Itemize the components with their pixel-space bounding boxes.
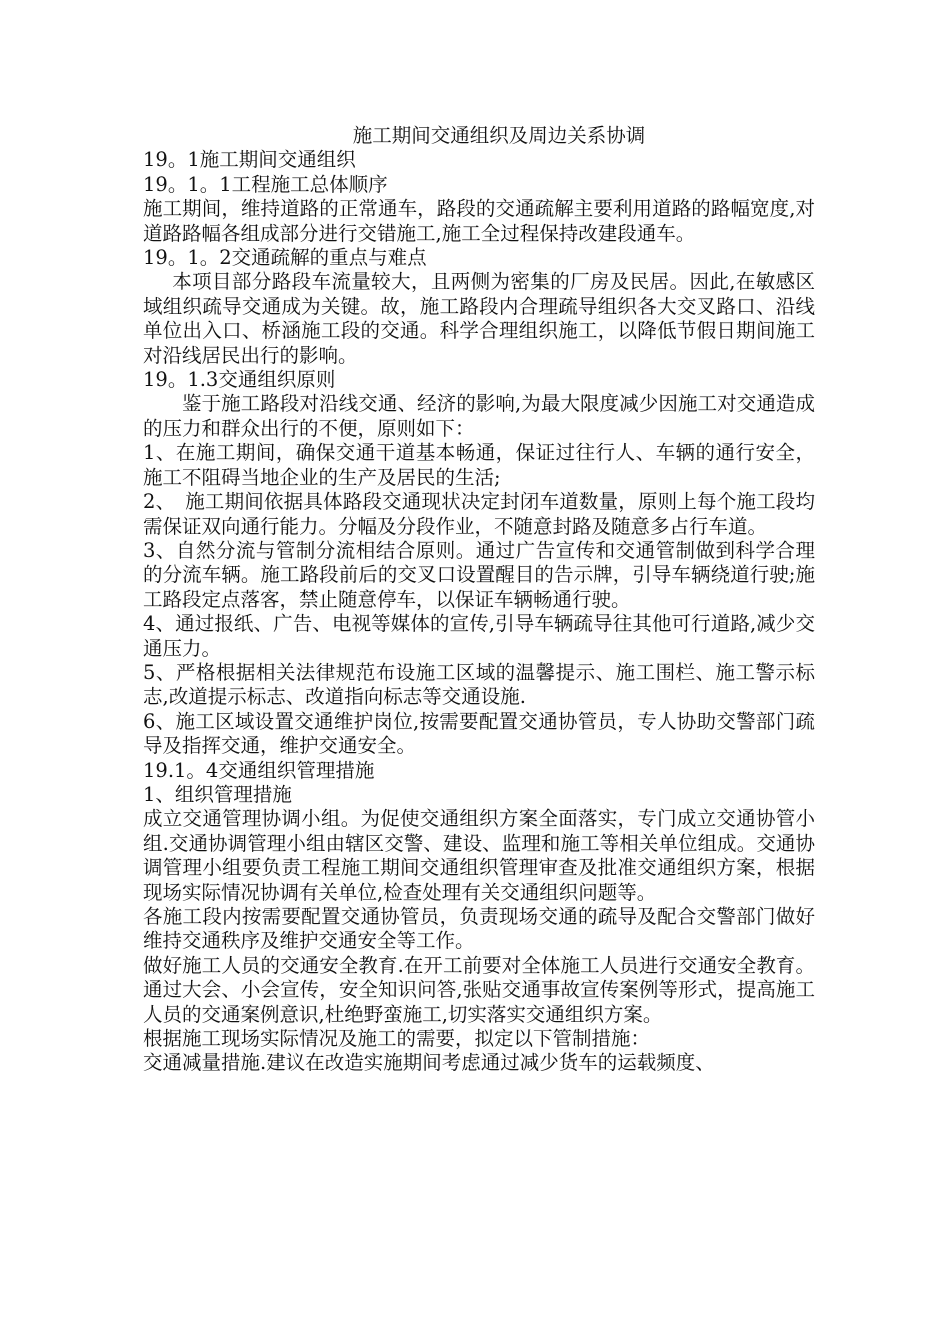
paragraph: 成立交通管理协调小组。为促使交通组织方案全面落实，专门成立交通协管小组.交通协调管理小组由辖区交警、建设、监理和施工等相关单位组成。交通协调管理小组要负责工程施工期间交通组织管理审查及批准交通组织方案，根据现场实际情况协调有关单位,检查处理有关交通组织问题等。 (143, 807, 815, 904)
paragraph: 19。1.3交通组织原则 (143, 368, 336, 392)
paragraph: 19。1。1工程施工总体顺序 (143, 172, 388, 196)
paragraph: 19。1施工期间交通组织 (143, 148, 356, 172)
document-title: 施工期间交通组织及周边关系协调 (352, 124, 646, 147)
paragraph: 施工期间，维持道路的正常通车，路段的交通疏解主要利用道路的路幅宽度,对道路路幅各组成部分进行交错施工,施工全过程保持改建段通车。 (143, 197, 815, 245)
document-page (143, 124, 815, 1076)
paragraph: 做好施工人员的交通安全教育.在开工前要对全体施工人员进行交通安全教育。通过大会、小会宣传，安全知识问答,张贴交通事故宣传案例等形式，提高施工人员的交通案例意识,杜绝野蛮施工,切实落实交通组织方案。 (143, 953, 815, 1026)
paragraph: 5、严格根据相关法律规范布设施工区域的温馨提示、施工围栏、施工警示标志,改道提示标志、改道指向标志等交通设施. (143, 660, 815, 709)
document-body (143, 148, 815, 1075)
paragraph: 4、通过报纸、广告、电视等媒体的宣传,引导车辆疏导往其他可行道路,减少交通压力。 (143, 612, 815, 660)
paragraph: 本项目部分路段车流量较大，且两侧为密集的厂房及民居。因此,在敏感区域组织疏导交通成为关键。故，施工路段内合理疏导组织各大交叉路口、沿线单位出入口、桥涵施工段的交通。科学合理组织施工，以降低节假日期间施工对沿线居民出行的影响。 (143, 270, 815, 367)
paragraph: 3、自然分流与管制分流相结合原则。通过广告宣传和交通管制做到科学合理的分流车辆。施工路段前后的交叉口设置醒目的告示牌，引导车辆绕道行驶;施工路段定点落客，禁止随意停车，以保证车辆畅通行驶。 (143, 538, 815, 611)
paragraph: 1、组织管理措施 (143, 782, 292, 806)
paragraph: 鉴于施工路段对沿线交通、经济的影响,为最大限度减少因施工对交通造成的压力和群众出行的不便，原则如下： (143, 392, 815, 440)
paragraph: 交通减量措施.建议在改造实施期间考虑通过减少货车的运载频度、 (143, 1051, 715, 1075)
paragraph: 6、施工区域设置交通维护岗位,按需要配置交通协管员，专人协助交警部门疏导及指挥交通，维护交通安全。 (143, 709, 815, 758)
paragraph: 19.1。4交通组织管理措施 (143, 758, 375, 782)
paragraph: 19。1。2交通疏解的重点与难点 (143, 246, 427, 270)
paragraph: 各施工段内按需要配置交通协管员，负责现场交通的疏导及配合交警部门做好维持交通秩序及维护交通安全等工作。 (143, 905, 815, 953)
paragraph: 1、在施工期间，确保交通干道基本畅通，保证过往行人、车辆的通行安全，施工不阻碍当地企业的生产及居民的生活; (143, 441, 815, 489)
paragraph: 根据施工现场实际情况及施工的需要，拟定以下管制措施： (143, 1027, 651, 1051)
paragraph: 2、 施工期间依据具体路段交通现状决定封闭车道数量，原则上每个施工段均需保证双向通行能力。分幅及分段作业，不随意封路及随意多占行车道。 (143, 490, 815, 538)
